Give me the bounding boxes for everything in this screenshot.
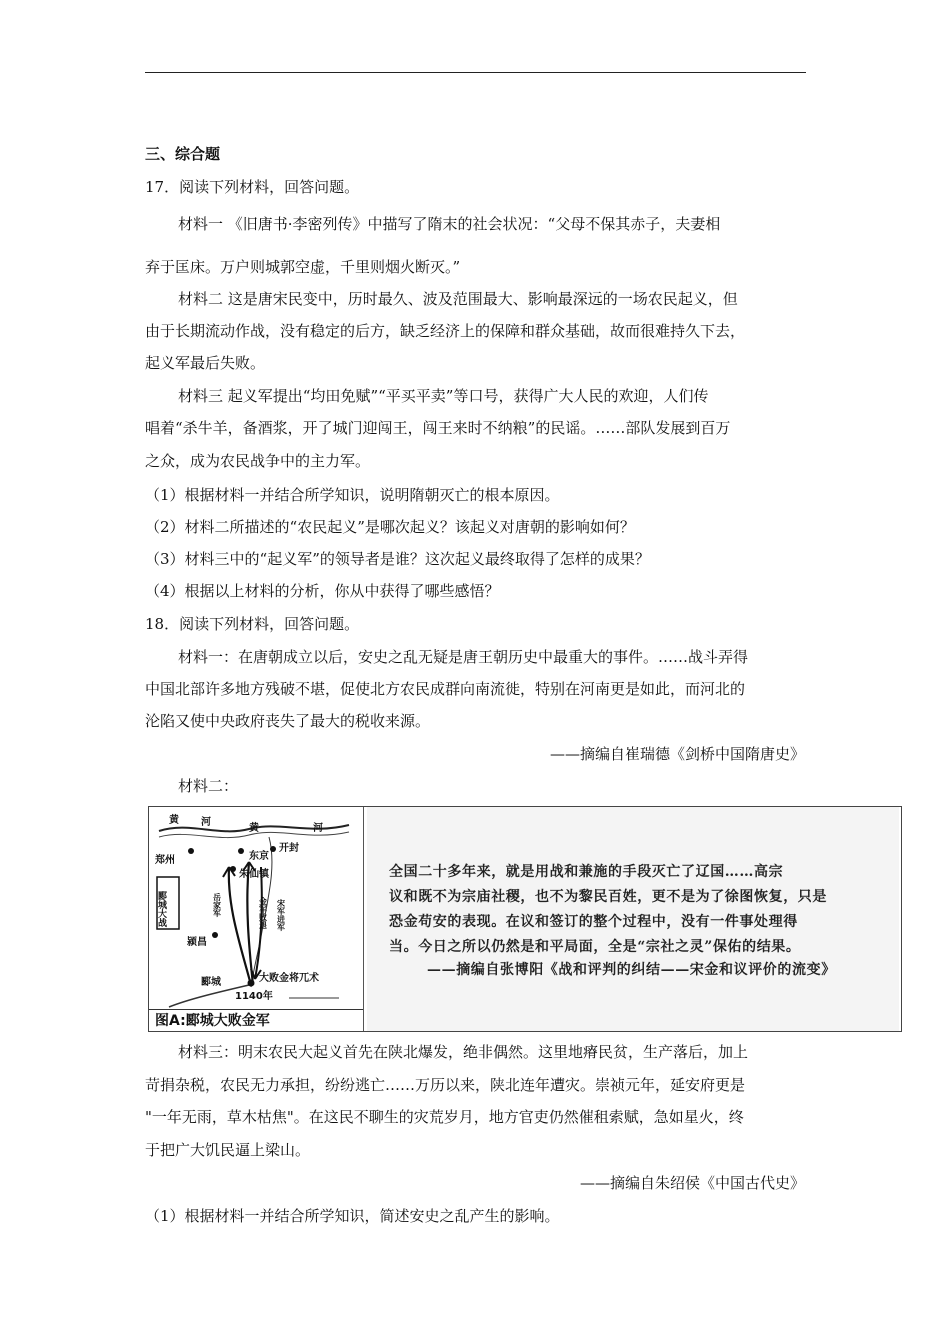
quote-source: ——摘编自张博阳《战和评判的纠结——宋金和议评价的流变》	[427, 962, 836, 978]
map-label-dongjing: 东京	[249, 851, 269, 862]
q17-material1-line2: 弃于匡床。万户则城郭空虚，千里则烟火断灭。”	[145, 258, 461, 276]
map-label-he2: 河	[313, 823, 323, 834]
q17-material2-line3: 起义军最后失败。	[145, 354, 266, 372]
q18-sub1: （1）根据材料一并结合所学知识，简述安史之乱产生的影响。	[145, 1207, 560, 1225]
q17-sub4: （4）根据以上材料的分析，你从中获得了哪些感悟？	[145, 582, 500, 600]
q18-material3-line2: 苛捐杂税，农民无力承担，纷纷逃亡……万历以来，陕北连年遭灾。崇祯元年，延安府更是	[145, 1076, 746, 1094]
map-caption: 图A:郾城大败金军	[149, 1009, 363, 1031]
q18-material1-line2: 中国北部许多地方残破不堪，促使北方农民成群向南流徙，特别在河南更是如此，而河北的	[145, 680, 746, 698]
q17-material3-line3: 之众，成为农民战争中的主力军。	[145, 452, 371, 470]
material2-quote	[367, 807, 899, 1031]
map-label-yancheng: 郾城	[201, 977, 221, 988]
map-label-he1: 河	[201, 817, 211, 828]
map-label-huang1: 黄	[169, 815, 179, 826]
map-label-zhengzhou: 郑州	[155, 855, 175, 866]
q18-material2-label: 材料二：	[178, 777, 239, 795]
map-label-yancheng-battle: 郾城大战	[156, 891, 166, 927]
header-rule	[145, 72, 806, 73]
map-label-huang2: 黄	[249, 823, 259, 834]
q17-material2-line2: 由于长期流动作战，没有稳定的后方，缺乏经济上的保障和群众基础，故而很难持久下去，	[145, 322, 746, 340]
q17-sub3: （3）材料三中的“起义军”的领导者是谁？这次起义最终取得了怎样的成果？	[145, 550, 650, 568]
q18-material3-line4: 于把广大饥民逼上梁山。	[145, 1141, 311, 1159]
section-title: 三、综合题	[145, 145, 221, 163]
map-label-songjun: 宋军进军	[276, 899, 286, 931]
quote-line4: 当。今日之所以仍然是和平局面，全是“宗社之灵”保佑的结果。	[389, 939, 801, 955]
map-label-year: 1140年	[235, 991, 273, 1002]
yancheng-battle-map	[149, 807, 364, 1031]
map-label-jinjun: 金军败退	[258, 897, 268, 929]
q18-stem: 18．阅读下列材料，回答问题。	[145, 615, 360, 633]
map-label-kaifeng: 开封	[279, 843, 299, 854]
material2-figure	[148, 806, 902, 1032]
q17-material3-line1: 材料三 起义军提出“均田免赋”“平买平卖”等口号，获得广大人民的欢迎，人们传	[178, 387, 709, 405]
q17-material3-line2: 唱着“杀牛羊，备酒浆，开了城门迎闯王，闯王来时不纳粮”的民谣。……部队发展到百万	[145, 419, 731, 437]
q18-material3-line1: 材料三：明末农民大起义首先在陕北爆发，绝非偶然。这里地瘠民贫，生产落后，加上	[178, 1043, 749, 1061]
map-drawing	[149, 807, 363, 1009]
map-label-dabai: 大败金将兀术	[259, 973, 319, 984]
q17-stem: 17．阅读下列材料，回答问题。	[145, 178, 360, 196]
quote-line1: 全国二十多年来，就是用战和兼施的手段灭亡了辽国……高宗	[389, 864, 784, 880]
map-label-yingchang: 颍昌	[187, 937, 207, 948]
q18-material1-line3: 沦陷又使中央政府丧失了最大的税收来源。	[145, 712, 431, 730]
q18-material1-line1: 材料一：在唐朝成立以后，安史之乱无疑是唐王朝历史中最重大的事件。……战斗弄得	[178, 648, 749, 666]
q17-sub2: （2）材料二所描述的“农民起义”是哪次起义？该起义对唐朝的影响如何？	[145, 518, 635, 536]
q18-material3-line3: "一年无雨，草木枯焦"。在这民不聊生的灾荒岁月，地方官吏仍然催租索赋，急如星火，终	[145, 1108, 744, 1126]
quote-line2: 议和既不为宗庙社稷，也不为黎民百姓，更不是为了徐图恢复，只是	[389, 889, 827, 905]
q17-material1-line1: 材料一 《旧唐书·李密列传》中描写了隋末的社会状况：“父母不保其赤子，夫妻相	[178, 215, 721, 233]
q17-sub1: （1）根据材料一并结合所学知识，说明隋朝灭亡的根本原因。	[145, 486, 560, 504]
map-label-zhuxianzhen: 朱仙镇	[239, 869, 269, 880]
q18-material1-source: ——摘编自崔瑞德《剑桥中国隋唐史》	[549, 745, 805, 763]
q17-material2-line1: 材料二 这是唐宋民变中，历时最久、波及范围最大、影响最深远的一场农民起义，但	[178, 290, 738, 308]
map-label-yuejiajun: 岳家军	[212, 893, 222, 917]
q18-material3-source: ——摘编自朱绍侯《中国古代史》	[579, 1174, 805, 1192]
quote-line3: 恐金苟安的表现。在议和签订的整个过程中，没有一件事处理得	[389, 914, 798, 930]
